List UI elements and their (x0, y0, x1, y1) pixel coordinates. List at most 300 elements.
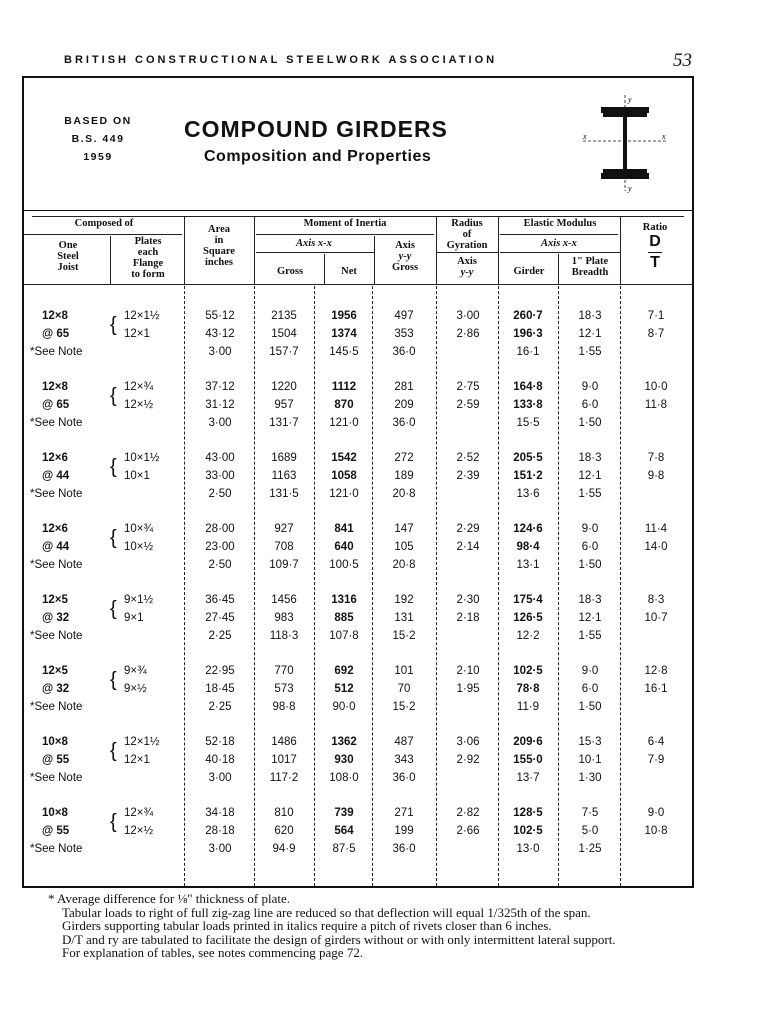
table-cell: 128·5 (513, 807, 543, 819)
table-cell: 90·0 (332, 701, 356, 713)
table-cell: 260·7 (513, 310, 543, 322)
table-cell: 3·00 (208, 346, 232, 358)
table-cell: 131·7 (269, 417, 299, 429)
table-cell: 121·0 (329, 488, 359, 500)
table-cell: 2·75 (456, 381, 480, 393)
table-cell: 34·18 (205, 807, 235, 819)
hdr-text: to form (131, 269, 165, 280)
table-cell: 3·00 (208, 772, 232, 784)
hdr-div-7 (498, 216, 499, 284)
table-cell: 930 (334, 754, 354, 766)
table-cell: 5·0 (581, 825, 599, 837)
footnote-deflection: Tabular loads to right of full zig-zag line are reduced so that deflection will equal 1/325th of the span. (62, 904, 591, 920)
table-cell: 52·18 (205, 736, 235, 748)
table-cell: 13·6 (516, 488, 540, 500)
table-cell: 9·0 (647, 807, 665, 819)
table-cell: 164·8 (513, 381, 543, 393)
table-cell: 692 (334, 665, 354, 677)
table-cell: 13·7 (516, 772, 540, 784)
table-cell: 15·2 (392, 630, 416, 642)
table-cell: 7·1 (647, 310, 665, 322)
see-note-label: *See Note (30, 630, 83, 642)
table-cell: 1374 (331, 328, 357, 340)
table-cell: 131 (394, 612, 414, 624)
table-cell: 1542 (331, 452, 357, 464)
table-cell: 15·3 (578, 736, 602, 748)
table-cell: 2·30 (456, 594, 480, 606)
based-on-standard (60, 112, 136, 166)
table-cell: 145·5 (329, 346, 359, 358)
plate-size: 9×¾ (124, 665, 147, 677)
hdr-text: Steel (57, 251, 79, 262)
table-cell: 18·3 (578, 452, 602, 464)
table-cell: 2·86 (456, 328, 480, 340)
table-cell: 1456 (271, 594, 297, 606)
table-cell: 1·25 (578, 843, 602, 855)
table-cell: 70 (397, 683, 411, 695)
axis-label-x-left: x (583, 132, 587, 141)
joist-size: @ 44 (42, 470, 70, 482)
plates-brace: { (110, 456, 117, 478)
plates-brace: { (110, 314, 117, 336)
based-on-label: BASED ON (64, 115, 132, 127)
title-block (24, 78, 692, 211)
table-cell: 12·1 (578, 612, 602, 624)
axis-label-y-top: y (628, 95, 632, 104)
hdr-text: Radius (451, 218, 483, 229)
hdr-text: Axis (457, 256, 477, 267)
table-cell: 101 (394, 665, 414, 677)
table-cell: 3·06 (456, 736, 480, 748)
hdr-text: Breadth (571, 267, 609, 278)
table-cell: 6·0 (581, 399, 599, 411)
hdr-girder: Girder (513, 266, 545, 277)
table-cell: 16·1 (516, 346, 540, 358)
table-cell: 121·0 (329, 417, 359, 429)
hdr-moment-of-inertia: Moment of Inertia (303, 218, 387, 229)
table-cell: 13·0 (516, 843, 540, 855)
table-cell: 98·8 (272, 701, 296, 713)
table-cell: 1486 (271, 736, 297, 748)
standard-number: B.S. 449 (71, 133, 125, 145)
plate-size: 9×1 (124, 612, 144, 624)
table-cell: 983 (274, 612, 294, 624)
table-cell: 564 (334, 825, 354, 837)
table-cell: 11·9 (516, 701, 540, 713)
table-cell: 196·3 (513, 328, 543, 340)
table-cell: 107·8 (329, 630, 359, 642)
table-cell: 16·1 (644, 683, 668, 695)
association-name: BRITISH CONSTRUCTIONAL STEELWORK ASSOCIATION (64, 54, 498, 66)
hdr-modulus-axis-xx: Axis x-x (541, 238, 577, 249)
hdr-div-5 (374, 236, 375, 284)
hdr-div-8 (558, 254, 559, 284)
table-cell: 109·7 (269, 559, 299, 571)
hdr-text: y-y (460, 267, 474, 278)
table-cell: 11·4 (644, 523, 668, 535)
table-cell: 708 (274, 541, 294, 553)
table-cell: 124·6 (513, 523, 543, 535)
joist-size: 10×8 (42, 736, 68, 748)
hdr-gross: Gross (276, 266, 304, 277)
table-cell: 2·92 (456, 754, 480, 766)
table-cell: 2·66 (456, 825, 480, 837)
table-cell: 18·3 (578, 594, 602, 606)
standard-year: 1959 (83, 151, 113, 163)
header-rule-modulus (500, 234, 618, 235)
table-cell: 87·5 (332, 843, 356, 855)
body-div-area (184, 286, 185, 886)
table-cell: 13·1 (516, 559, 540, 571)
table-cell: 841 (334, 523, 354, 535)
body-div-plate (558, 286, 559, 886)
header-rule-top (32, 216, 684, 217)
table-cell: 23·00 (205, 541, 235, 553)
table-cell: 12·1 (578, 328, 602, 340)
table-cell: 2·18 (456, 612, 480, 624)
table-cell: 497 (394, 310, 414, 322)
table-cell: 1058 (331, 470, 357, 482)
table-cell: 8·3 (647, 594, 665, 606)
table-cell: 7·8 (647, 452, 665, 464)
header-rule-inertia (256, 234, 434, 235)
see-note-label: *See Note (30, 346, 83, 358)
table-cell: 209·6 (513, 736, 543, 748)
hdr-text: 1" Plate (571, 256, 609, 267)
hdr-plate-breadth (560, 256, 620, 278)
table-cell: 36·45 (205, 594, 235, 606)
joist-size: 12×5 (42, 665, 68, 677)
table-cell: 1163 (271, 470, 297, 482)
joist-size: @ 32 (42, 683, 70, 695)
table-cell: 810 (274, 807, 294, 819)
table-cell: 3·00 (208, 417, 232, 429)
table-cell: 189 (394, 470, 414, 482)
table-cell: 281 (394, 381, 414, 393)
plate-size: 9×1½ (124, 594, 154, 606)
table-cell: 2·25 (208, 701, 232, 713)
plate-size: 12×¾ (124, 381, 154, 393)
table-cell: 1·50 (578, 701, 602, 713)
table-cell: 10·0 (644, 381, 668, 393)
table-cell: 885 (334, 612, 354, 624)
see-note-label: *See Note (30, 701, 83, 713)
plate-size: 10×1 (124, 470, 150, 482)
plate-size: 12×1 (124, 754, 150, 766)
table-cell: 55·12 (205, 310, 235, 322)
table-cell: 192 (394, 594, 414, 606)
table-cell: 6·0 (581, 541, 599, 553)
plates-brace: { (110, 385, 117, 407)
table-cell: 1·50 (578, 417, 602, 429)
see-note-label: *See Note (30, 488, 83, 500)
table-cell: 1956 (331, 310, 357, 322)
hdr-div-9 (620, 216, 621, 284)
table-cell: 1017 (271, 754, 297, 766)
table-cell: 12·2 (516, 630, 540, 642)
table-cell: 1·55 (578, 630, 602, 642)
table-cell: 108·0 (329, 772, 359, 784)
hdr-text: inches (204, 257, 233, 268)
table-cell: 15·5 (516, 417, 540, 429)
table-cell: 2·59 (456, 399, 480, 411)
header-rule-modulus-axis (500, 252, 620, 253)
plates-brace: { (110, 527, 117, 549)
see-note-label: *See Note (30, 843, 83, 855)
axis-label-x-right: x (662, 132, 666, 141)
table-cell: 100·5 (329, 559, 359, 571)
body-div-radius (436, 286, 437, 886)
table-cell: 105 (394, 541, 414, 553)
table-cell: 133·8 (513, 399, 543, 411)
table-cell: 11·8 (644, 399, 668, 411)
page-number: 53 (673, 50, 692, 71)
joist-size: @ 65 (42, 399, 70, 411)
page-title: COMPOUND GIRDERS (184, 116, 448, 142)
table-cell: 353 (394, 328, 414, 340)
table-cell: 209 (394, 399, 414, 411)
table-cell: 36·0 (392, 417, 416, 429)
footnote-rivets: Girders supporting tabular loads printed in italics require a pitch of rivets closer than 6 inches. (62, 918, 552, 933)
plate-size: 12×1½ (124, 310, 160, 322)
table-cell: 7·9 (647, 754, 665, 766)
body-div-gross (254, 286, 255, 886)
hdr-text: Square (203, 246, 235, 257)
body-div-girder (498, 286, 499, 886)
table-cell: 8·7 (647, 328, 665, 340)
footnote-average: * Average difference for ⅛" thickness of plate. (48, 891, 290, 906)
hdr-text: Joist (57, 262, 79, 273)
hdr-text: Area (208, 224, 230, 235)
table-cell: 1·55 (578, 488, 602, 500)
plate-size: 10×1½ (124, 452, 160, 464)
table-cell: 36·0 (392, 772, 416, 784)
body-div-yy (372, 286, 373, 886)
table-cell: 2·39 (456, 470, 480, 482)
table-cell: 9·8 (647, 470, 665, 482)
table-cell: 205·5 (513, 452, 543, 464)
table-cell: 927 (274, 523, 294, 535)
table-cell: 151·2 (513, 470, 543, 482)
see-note-label: *See Note (30, 417, 83, 429)
table-cell: 2·50 (208, 488, 232, 500)
table-cell: 870 (334, 399, 354, 411)
hdr-text: of (462, 229, 472, 240)
plate-size: 10×½ (124, 541, 154, 553)
table-cell: 2·25 (208, 630, 232, 642)
joist-size: @ 55 (42, 825, 70, 837)
table-cell: 1689 (271, 452, 297, 464)
table-cell: 10·1 (578, 754, 602, 766)
plates-brace: { (110, 598, 117, 620)
table-cell: 957 (274, 399, 294, 411)
plates-brace: { (110, 811, 117, 833)
table-cell: 33·00 (205, 470, 235, 482)
table-cell: 2·29 (456, 523, 480, 535)
table-cell: 118·3 (269, 630, 299, 642)
table-cell: 98·4 (516, 541, 540, 553)
joist-size: @ 44 (42, 541, 70, 553)
joist-size: @ 65 (42, 328, 70, 340)
joist-size: @ 32 (42, 612, 70, 624)
joist-size: 12×6 (42, 523, 68, 535)
hdr-text: Gross (391, 262, 419, 273)
hdr-radius-axis (436, 256, 498, 278)
hdr-text: One (58, 240, 78, 251)
plate-size: 12×½ (124, 399, 154, 411)
hdr-plates (112, 236, 184, 280)
hdr-radius-of-gyration (436, 218, 498, 251)
hdr-axis-yy-gross (376, 240, 434, 273)
header-rule-bottom (24, 284, 692, 285)
table-cell: 43·12 (205, 328, 235, 340)
joist-size: 10×8 (42, 807, 68, 819)
hdr-ratio-d: D (649, 233, 661, 250)
table-cell: 18·3 (578, 310, 602, 322)
table-cell: 10·7 (644, 612, 668, 624)
footnote-dt-ry: D/T and ry are tabulated to facilitate the design of girders without or with only intermittent lateral support. (62, 931, 616, 947)
table-cell: 6·4 (647, 736, 665, 748)
hdr-ratio-bar (648, 252, 662, 253)
table-cell: 10·8 (644, 825, 668, 837)
hdr-text: in (214, 235, 224, 246)
hdr-composed-of: Composed of (74, 218, 134, 229)
page-subtitle: Composition and Properties (204, 148, 432, 165)
header-rule-axis-xx (256, 252, 374, 253)
table-cell: 12·8 (644, 665, 668, 677)
table-cell: 15·2 (392, 701, 416, 713)
table-cell: 9·0 (581, 665, 599, 677)
table-cell: 28·18 (205, 825, 235, 837)
table-cell: 1·30 (578, 772, 602, 784)
table-cell: 2·52 (456, 452, 480, 464)
table-cell: 28·00 (205, 523, 235, 535)
table-cell: 1112 (331, 381, 357, 393)
table-cell: 487 (394, 736, 414, 748)
footnote-explanation: For explanation of tables, see notes commencing page 72. (62, 945, 364, 960)
table-cell: 1·55 (578, 346, 602, 358)
plate-size: 12×1 (124, 328, 150, 340)
table-cell: 2·82 (456, 807, 480, 819)
table-cell: 157·7 (269, 346, 299, 358)
table-cell: 512 (334, 683, 354, 695)
hdr-text: Plates (134, 236, 162, 247)
joist-size: 12×8 (42, 381, 68, 393)
table-cell: 37·12 (205, 381, 235, 393)
table-cell: 6·0 (581, 683, 599, 695)
table-cell: 1362 (331, 736, 357, 748)
hdr-div-1 (110, 236, 111, 284)
table-cell: 2·50 (208, 559, 232, 571)
table-cell: 43·00 (205, 452, 235, 464)
table-cell: 640 (334, 541, 354, 553)
table-cell: 20·8 (392, 488, 416, 500)
table-cell: 117·2 (269, 772, 299, 784)
table-cell: 18·45 (205, 683, 235, 695)
table-cell: 2135 (271, 310, 297, 322)
table-cell: 36·0 (392, 346, 416, 358)
table-cell: 739 (334, 807, 354, 819)
table-cell: 271 (394, 807, 414, 819)
body-div-ratio (620, 286, 621, 886)
hdr-text: Axis (395, 240, 415, 251)
table-cell: 770 (274, 665, 294, 677)
table-cell: 36·0 (392, 843, 416, 855)
compound-girder-section-icon (579, 93, 671, 193)
table-cell: 1·95 (456, 683, 480, 695)
table-cell: 31·12 (205, 399, 235, 411)
hdr-text: y-y (398, 251, 412, 262)
hdr-ratio-t: T (650, 254, 660, 271)
joist-size: 12×6 (42, 452, 68, 464)
table-cell: 147 (394, 523, 414, 535)
hdr-elastic-modulus: Elastic Modulus (523, 218, 597, 229)
table-cell: 9·0 (581, 523, 599, 535)
hdr-text: each (137, 247, 159, 258)
hdr-inertia-axis-xx: Axis x-x (296, 238, 332, 249)
see-note-label: *See Note (30, 559, 83, 571)
plate-size: 12×½ (124, 825, 154, 837)
table-cell: 27·45 (205, 612, 235, 624)
table-cell: 3·00 (208, 843, 232, 855)
hdr-div-2 (184, 216, 185, 284)
table-cell: 1504 (271, 328, 297, 340)
table-cell: 94·9 (272, 843, 296, 855)
table-cell: 126·5 (513, 612, 543, 624)
hdr-text: Gyration (446, 240, 488, 251)
running-header (62, 52, 692, 72)
joist-size: @ 55 (42, 754, 70, 766)
plate-size: 12×1½ (124, 736, 160, 748)
table-cell: 40·18 (205, 754, 235, 766)
table-cell: 1220 (271, 381, 297, 393)
table-cell: 78·8 (516, 683, 540, 695)
table-frame (22, 76, 694, 888)
plates-brace: { (110, 669, 117, 691)
table-cell: 3·00 (456, 310, 480, 322)
hdr-div-3 (254, 216, 255, 284)
body-div-net (314, 286, 315, 886)
plate-size: 12×¾ (124, 807, 154, 819)
hdr-one-steel-joist (28, 240, 108, 273)
table-cell: 14·0 (644, 541, 668, 553)
footnotes (26, 892, 706, 960)
table-cell: 155·0 (513, 754, 543, 766)
table-cell: 1316 (331, 594, 357, 606)
axis-label-y-bottom: y (628, 184, 632, 193)
table-cell: 343 (394, 754, 414, 766)
table-cell: 12·1 (578, 470, 602, 482)
joist-size: 12×8 (42, 310, 68, 322)
joist-size: 12×5 (42, 594, 68, 606)
plate-size: 9×½ (124, 683, 147, 695)
plates-brace: { (110, 740, 117, 762)
table-cell: 620 (274, 825, 294, 837)
hdr-area (186, 224, 252, 268)
hdr-net: Net (341, 266, 357, 277)
table-cell: 175·4 (513, 594, 543, 606)
table-cell: 199 (394, 825, 414, 837)
table-cell: 2·10 (456, 665, 480, 677)
table-cell: 7·5 (581, 807, 599, 819)
plate-size: 10×¾ (124, 523, 154, 535)
table-cell: 1·50 (578, 559, 602, 571)
table-cell: 272 (394, 452, 414, 464)
table-cell: 573 (274, 683, 294, 695)
see-note-label: *See Note (30, 772, 83, 784)
table-cell: 102·5 (513, 825, 543, 837)
table-cell: 131·5 (269, 488, 299, 500)
